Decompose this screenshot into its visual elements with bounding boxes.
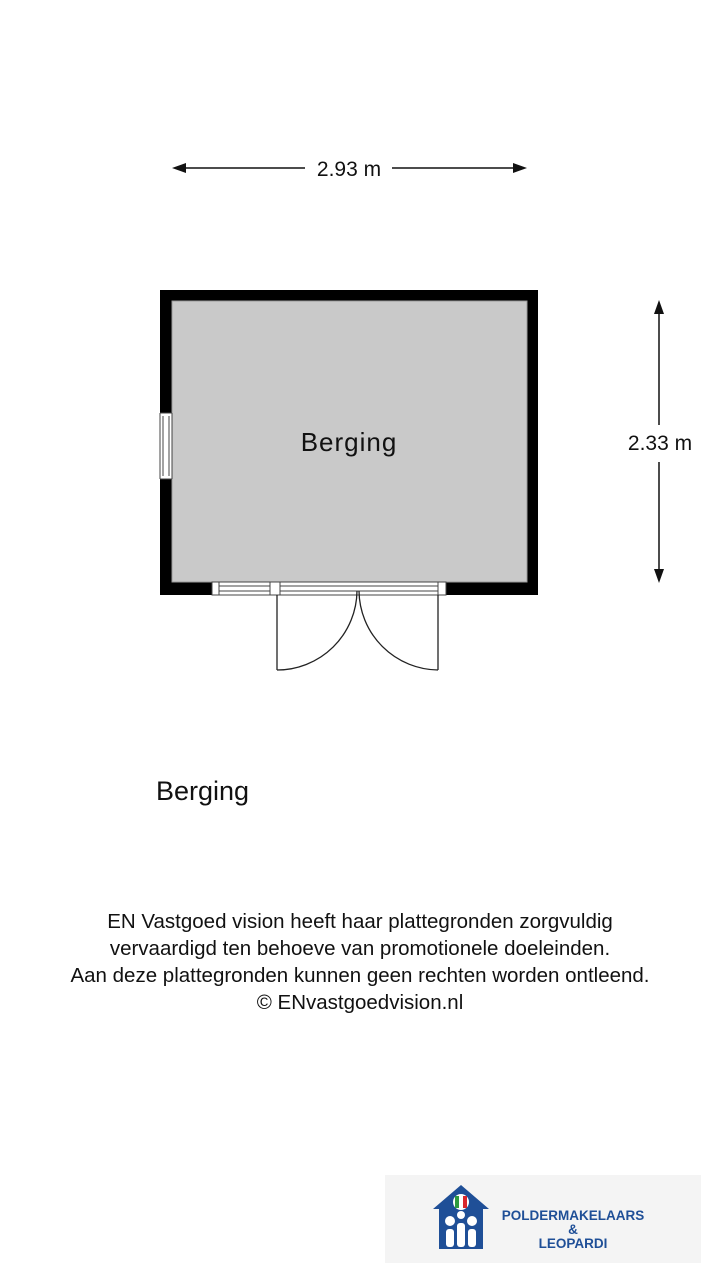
floor-caption: Berging <box>156 776 250 806</box>
agency-logo <box>385 1175 701 1263</box>
copyright-line: © ENvastgoedvision.nl <box>256 991 464 1014</box>
logo-line: POLDERMAKELAARS <box>501 1208 645 1223</box>
width-label: 2.93 m <box>316 158 382 181</box>
width-dimension <box>172 158 527 181</box>
height-label: 2.33 m <box>627 432 693 455</box>
logo-line: LEOPARDI <box>538 1236 608 1251</box>
arrow-right-icon <box>513 163 527 173</box>
disclaimer-line: Aan deze plattegronden kunnen geen rechten worden ontleend. <box>70 964 650 987</box>
arrow-left-icon <box>172 163 186 173</box>
logo-wordmark <box>493 1209 653 1251</box>
house-logo-icon <box>431 1183 491 1251</box>
height-dimension <box>628 300 692 583</box>
disclaimer <box>0 908 720 1016</box>
logo-line: & <box>568 1222 578 1237</box>
arrow-up-icon <box>654 300 664 314</box>
disclaimer-line: EN Vastgoed vision heeft haar plattegronden zorgvuldig <box>107 910 613 933</box>
bottom-wall-windows <box>212 582 446 595</box>
room-label: Berging <box>300 427 398 457</box>
window-left <box>160 413 172 479</box>
double-door <box>277 591 438 670</box>
arrow-down-icon <box>654 569 664 583</box>
room-berging <box>160 290 538 670</box>
disclaimer-line: vervaardigd ten behoeve van promotionele doeleinden. <box>109 937 611 960</box>
